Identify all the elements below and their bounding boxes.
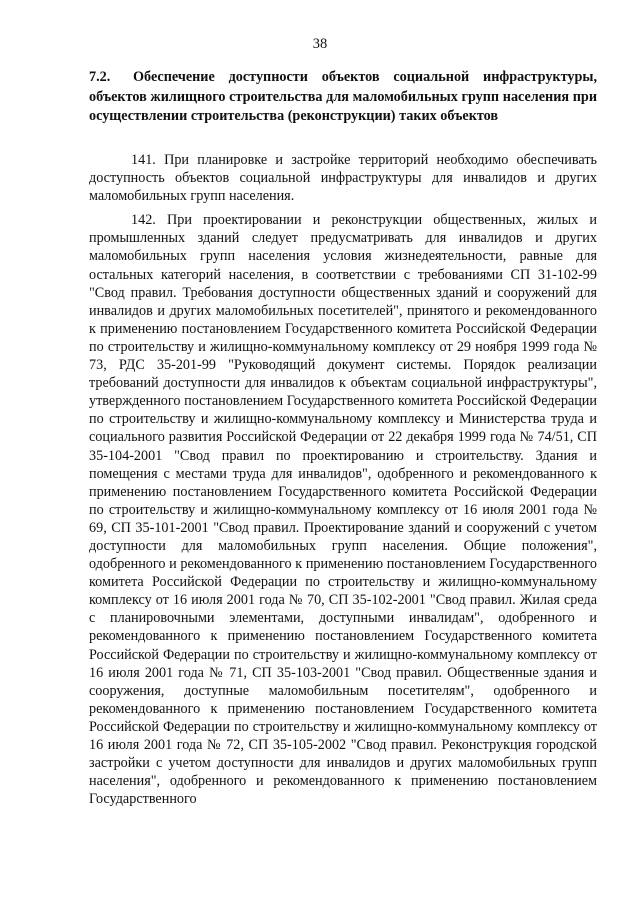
page-number: 38	[312, 36, 328, 52]
section-heading	[89, 68, 597, 127]
paragraph-141: 141. При планировке и застройке территорий необходимо обеспечивать доступность объектов социальной инфраструктуры для инвалидов и других маломобильных групп населения.	[89, 152, 597, 205]
section-title: Обеспечение доступности объектов социальной инфраструктуры, объектов жилищного строительства для маломобильных групп населения при осуществлении строительства (реконструкции) таких объектов	[89, 69, 597, 125]
paragraph-142: 142. При проектировании и реконструкции общественных, жилых и промышленных зданий следует предусматривать для инвалидов и других маломобильных групп населения условия жизнедеятельности, равные для остальных категорий населения, в соответствии с требованиями СП 31-102-99 "Свод правил. Требования доступности общественных зданий и сооружений для инвалидов и других маломобильных посетителей", принятого и рекомендованного к применению постановлением Государственного комитета Российской Федерации по строительству и жилищно-коммунальному комплексу от 29 ноября 1999 года № 73, РДС 35-201-99 "Руководящий документ системы. Порядок реализации требований доступности для инвалидов к объектам социальной инфраструктуры", утвержденного постановлением Государственного комитета Российской Федерации по строительству и жилищно-коммунальному комплексу и Министерства труда и социального развития Российской Федерации от 22 декабря 1999 года № 74/51, СП 35-104-2001 "Свод правил по проектированию и строительству. Здания и помещения с местами труда для инвалидов", одобренного и рекомендованного к применению постановлением Государственного комитета Российской Федерации по строительству и жилищно-коммунальному комплексу от 16 июля 2001 года № 69, СП 35-101-2001 "Свод правил. Проектирование зданий и сооружений с учетом доступности для маломобильных групп населения. Общие положения", одобренного и рекомендованного к применению постановлением Государственного комитета Российской Федерации по строительству и жилищно-коммунальному комплексу от 16 июля 2001 года № 70, СП 35-102-2001 "Свод правил. Жилая среда с планировочными элементами, доступными инвалидам", одобренного и рекомендованного к применению постановлением Государственного комитета Российской Федерации по строительству и жилищно-коммунальному комплексу от 16 июля 2001 года № 71, СП 35-103-2001 "Свод правил. Общественные здания и сооружения, доступные маломобильным посетителям", одобренного и рекомендованного к применению постановлением Государственного комитета Российской Федерации по строительству и жилищно-коммунальному комплексу от 16 июля 2001 года № 72, СП 35-105-2002 "Свод правил. Реконструкция городской застройки с учетом доступности для инвалидов и других маломобильных групп населения", одобренного и рекомендованного к применению постановлением Государственного	[89, 212, 597, 808]
body-text	[89, 151, 597, 808]
section-number: 7.2.	[89, 69, 111, 85]
